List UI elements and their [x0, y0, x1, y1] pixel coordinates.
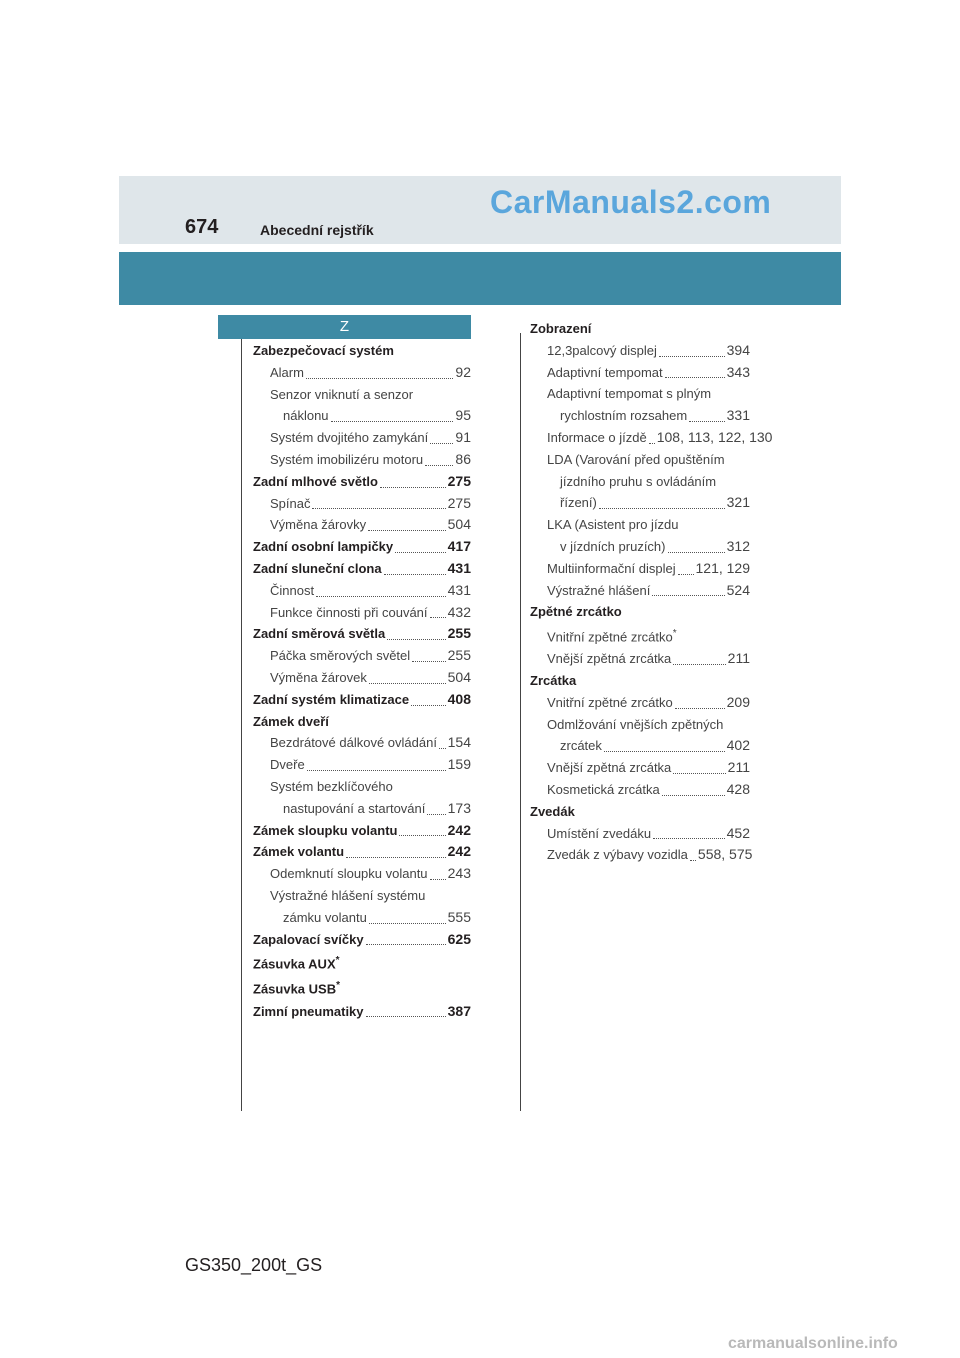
dot-leader: [430, 879, 446, 880]
index-entry-page: 504: [447, 668, 471, 685]
index-entry: [253, 776, 471, 798]
index-entry-page: 555: [447, 908, 471, 925]
index-entry: [530, 427, 773, 449]
index-entry-term: Kosmetická zrcátka: [547, 782, 660, 798]
index-entry: [530, 492, 750, 514]
index-entry-term: Výstražné hlášení: [547, 582, 651, 598]
index-entry-term: Zrcátka: [530, 673, 577, 689]
index-entry-page: 625: [447, 930, 471, 947]
index-entry: [253, 602, 471, 624]
dot-leader: [368, 530, 446, 531]
index-entry: [253, 907, 471, 929]
index-entry-page: 211: [727, 650, 750, 667]
index-entry: [530, 362, 750, 384]
index-entry: [253, 820, 471, 842]
index-entry-term: Vnitřní zpětné zrcátko: [547, 629, 673, 645]
index-entry-page: 402: [726, 737, 750, 754]
index-entry-term: Senzor vniknutí a senzor: [270, 386, 414, 402]
index-entry-term: Systém bezklíčového: [270, 778, 393, 794]
index-entry-page: 255: [447, 625, 471, 642]
dot-leader: [307, 770, 446, 771]
index-entry-term: rychlostním rozsahem: [560, 408, 688, 424]
index-entry: [530, 779, 750, 801]
index-entry-term: řízení): [560, 495, 597, 511]
dot-leader: [649, 443, 655, 444]
index-entry-term: Funkce činnosti při couvání: [270, 604, 428, 620]
index-entry-term: Umístění zvedáku: [547, 825, 652, 841]
index-entry-page: 154: [447, 734, 471, 751]
index-entry-term: zámku volantu: [283, 909, 367, 925]
footnote-star: *: [335, 955, 340, 967]
index-entry-page: 243: [447, 865, 471, 882]
index-entry: [253, 362, 471, 384]
column-divider-right: [520, 333, 521, 1111]
index-entry-page: 173: [447, 799, 471, 816]
index-entry: [530, 318, 750, 340]
index-entry: [530, 648, 750, 670]
index-entry-term: nastupování a startování: [283, 800, 426, 816]
index-entry-term: Zásuvka USB: [253, 981, 337, 997]
index-entry-term: zrcátek: [560, 738, 602, 754]
dot-leader: [675, 708, 725, 709]
index-entry: [530, 558, 750, 580]
index-entry: [253, 471, 471, 493]
dot-leader: [430, 443, 453, 444]
index-entry-term: Odemknutí sloupku volantu: [270, 866, 428, 882]
dot-leader: [673, 773, 725, 774]
index-entry-page: 242: [447, 843, 471, 860]
index-entry-term: Zadní osobní lampičky: [253, 539, 394, 555]
dot-leader: [411, 705, 446, 706]
index-entry-page: 159: [447, 756, 471, 773]
dot-leader: [306, 378, 453, 379]
index-entry: [253, 405, 471, 427]
index-entry: [530, 670, 750, 692]
index-entry-term: LKA (Asistent pro jízdu: [547, 517, 679, 533]
index-entry-page: 394: [726, 341, 750, 358]
index-entry: [530, 601, 750, 623]
page-title: Abecední rejstřík: [260, 222, 374, 238]
dot-leader: [653, 838, 725, 839]
index-entry-term: Zabezpečovací systém: [253, 343, 394, 358]
dot-leader: [430, 617, 446, 618]
index-entry-term: náklonu: [283, 408, 329, 424]
index-entry-page: 92: [455, 363, 471, 380]
footnote-star: *: [336, 980, 340, 992]
index-entry-term: Výměna žárovky: [270, 517, 367, 533]
index-entry-term: Systém imobilizéru motoru: [270, 451, 424, 467]
index-entry: [253, 929, 471, 951]
index-entry: [253, 689, 471, 711]
dot-leader: [689, 421, 724, 422]
index-entry: [253, 449, 471, 471]
index-entry: [253, 711, 471, 733]
dot-leader: [662, 795, 725, 796]
page-number: 674: [185, 216, 219, 238]
index-entry: [253, 754, 471, 776]
index-entry: [253, 623, 471, 645]
index-entry-term: Zámek dveří: [253, 713, 329, 729]
index-entry-term: 12,3palcový displej: [547, 342, 657, 358]
index-entry: [253, 885, 471, 907]
index-entry-page: 431: [447, 581, 471, 598]
dot-leader: [439, 748, 446, 749]
index-entry-term: jízdního pruhu s ovládáním: [560, 473, 717, 489]
index-entry-page: 209: [726, 693, 750, 710]
index-entry-term: Systém dvojitého zamykání: [270, 430, 429, 446]
index-entry: [530, 405, 750, 427]
index-entry: [530, 757, 750, 779]
dot-leader: [412, 661, 445, 662]
index-entry-page: 331: [726, 407, 750, 424]
index-entry: [253, 384, 471, 406]
footnote-star: *: [672, 628, 677, 640]
index-entry-term: Činnost: [270, 582, 315, 598]
index-entry: [530, 823, 750, 845]
index-entry-page: 275: [447, 494, 471, 511]
index-entry: [253, 580, 471, 602]
index-entry-page: 91: [455, 429, 471, 446]
index-entry: [253, 798, 471, 820]
dot-leader: [665, 377, 725, 378]
index-entry: [530, 692, 750, 714]
dot-leader: [395, 552, 446, 553]
index-entry: [530, 449, 750, 471]
dot-leader: [673, 664, 725, 665]
index-entry-term: Zobrazení: [530, 321, 592, 336]
index-column-right: [530, 318, 773, 866]
index-entry: [530, 536, 750, 558]
index-entry-page: 417: [447, 538, 471, 555]
index-entry-term: Zadní směrová světla: [253, 626, 386, 642]
index-entry: [253, 1001, 471, 1023]
dot-leader: [427, 814, 445, 815]
index-entry-page: 121, 129: [695, 559, 750, 576]
index-entry-term: Zvedák z výbavy vozidla: [547, 847, 688, 863]
index-entry: [253, 536, 471, 558]
index-entry-term: Bezdrátové dálkové ovládání: [270, 735, 437, 751]
index-entry-term: Zámek volantu: [253, 844, 345, 860]
column-divider-left: [241, 333, 242, 1111]
index-entry: [530, 580, 750, 602]
index-entry-term: v jízdních pruzích): [560, 538, 666, 554]
index-entry: [253, 975, 471, 1000]
dot-leader: [331, 421, 454, 422]
dot-leader: [366, 944, 446, 945]
index-entry-page: 428: [726, 781, 750, 798]
dot-leader: [399, 835, 445, 836]
index-entry-page: 452: [726, 824, 750, 841]
index-entry: [253, 493, 471, 515]
dot-leader: [659, 356, 725, 357]
index-entry-page: 255: [447, 647, 471, 664]
index-entry-page: 86: [455, 450, 471, 467]
index-entry-term: Páčka směrových světel: [270, 648, 411, 664]
index-entry: [530, 735, 750, 757]
dot-leader: [668, 552, 725, 553]
index-entry-term: Zadní systém klimatizace: [253, 691, 410, 707]
dot-leader: [690, 860, 696, 861]
dot-leader: [384, 574, 446, 575]
index-entry-term: Zvedák: [530, 803, 575, 819]
index-entry: [530, 471, 750, 493]
index-entry-term: Dveře: [270, 757, 305, 773]
index-entry-term: Alarm: [270, 364, 304, 380]
index-entry-term: Zadní sluneční clona: [253, 560, 382, 576]
dot-leader: [380, 487, 446, 488]
index-entry: [253, 863, 471, 885]
index-entry-page: 95: [455, 407, 471, 424]
index-entry-term: Vnitřní zpětné zrcátko: [547, 694, 673, 710]
index-entry: [253, 950, 471, 975]
index-entry-term: Vnější zpětná zrcátka: [547, 760, 672, 776]
dot-leader: [678, 574, 694, 575]
index-entry-page: 431: [447, 559, 471, 576]
index-entry-term: LDA (Varování před opuštěním: [547, 451, 725, 467]
index-entry-term: Informace o jízdě: [547, 429, 647, 445]
index-entry-term: Výměna žárovek: [270, 669, 367, 685]
index-entry: [253, 427, 471, 449]
index-entry-page: 524: [726, 581, 750, 598]
footer-model-code: GS350_200t_GS: [185, 1255, 323, 1275]
dot-leader: [312, 508, 445, 509]
index-entry: [530, 514, 750, 536]
index-entry: [253, 667, 471, 689]
index-entry-page: 242: [447, 821, 471, 838]
index-entry-term: Adaptivní tempomat s plným: [547, 386, 712, 402]
dot-leader: [346, 857, 446, 858]
index-entry: [253, 732, 471, 754]
index-entry: [253, 841, 471, 863]
index-entry-term: Zadní mlhové světlo: [253, 473, 378, 489]
index-entry-page: 558, 575: [697, 846, 753, 863]
index-entry-term: Zimní pneumatiky: [253, 1003, 364, 1019]
index-entry-term: Zapalovací svíčky: [253, 931, 364, 947]
index-entry: [253, 558, 471, 580]
index-entry: [253, 645, 471, 667]
section-letter-header: Z: [218, 315, 471, 339]
index-entry-page: 211: [727, 759, 750, 776]
index-entry-term: Zpětné zrcátko: [530, 604, 622, 620]
dot-leader: [387, 639, 445, 640]
index-entry-page: 321: [726, 494, 750, 511]
section-banner: [119, 252, 841, 305]
index-entry-term: Zásuvka AUX: [253, 956, 336, 972]
dot-leader: [652, 595, 724, 596]
index-entry-term: Výstražné hlášení systému: [270, 887, 426, 903]
index-entry: [530, 623, 750, 648]
dot-leader: [369, 923, 446, 924]
index-entry: [530, 340, 750, 362]
watermark-logo: CarManuals2.com: [490, 184, 772, 220]
index-entry-term: Multiinformační displej: [547, 560, 676, 576]
dot-leader: [604, 751, 725, 752]
dot-leader: [369, 683, 446, 684]
index-column-left: [253, 340, 471, 1022]
index-entry-term: Adaptivní tempomat: [547, 364, 663, 380]
index-entry-term: Odmlžování vnějších zpětných: [547, 716, 724, 732]
index-entry-page: 504: [447, 516, 471, 533]
index-entry-page: 408: [447, 690, 471, 707]
index-entry: [530, 801, 750, 823]
index-entry: [253, 340, 471, 362]
index-entry: [530, 383, 750, 405]
index-entry-page: 387: [447, 1002, 471, 1019]
index-entry: [530, 844, 753, 866]
index-entry-page: 343: [726, 363, 750, 380]
index-entry: [530, 714, 750, 736]
index-entry-page: 432: [447, 603, 471, 620]
dot-leader: [316, 596, 446, 597]
footer-watermark: carmanualsonline.info: [728, 1335, 898, 1352]
index-entry: [253, 514, 471, 536]
index-entry-term: Zámek sloupku volantu: [253, 822, 398, 838]
dot-leader: [366, 1016, 446, 1017]
dot-leader: [425, 465, 453, 466]
index-entry-term: Vnější zpětná zrcátka: [547, 651, 672, 667]
dot-leader: [599, 508, 725, 509]
index-entry-term: Spínač: [270, 495, 311, 511]
index-entry-page: 275: [447, 472, 471, 489]
index-entry-page: 312: [726, 537, 750, 554]
index-entry-page: 108, 113, 122, 130: [656, 428, 773, 445]
